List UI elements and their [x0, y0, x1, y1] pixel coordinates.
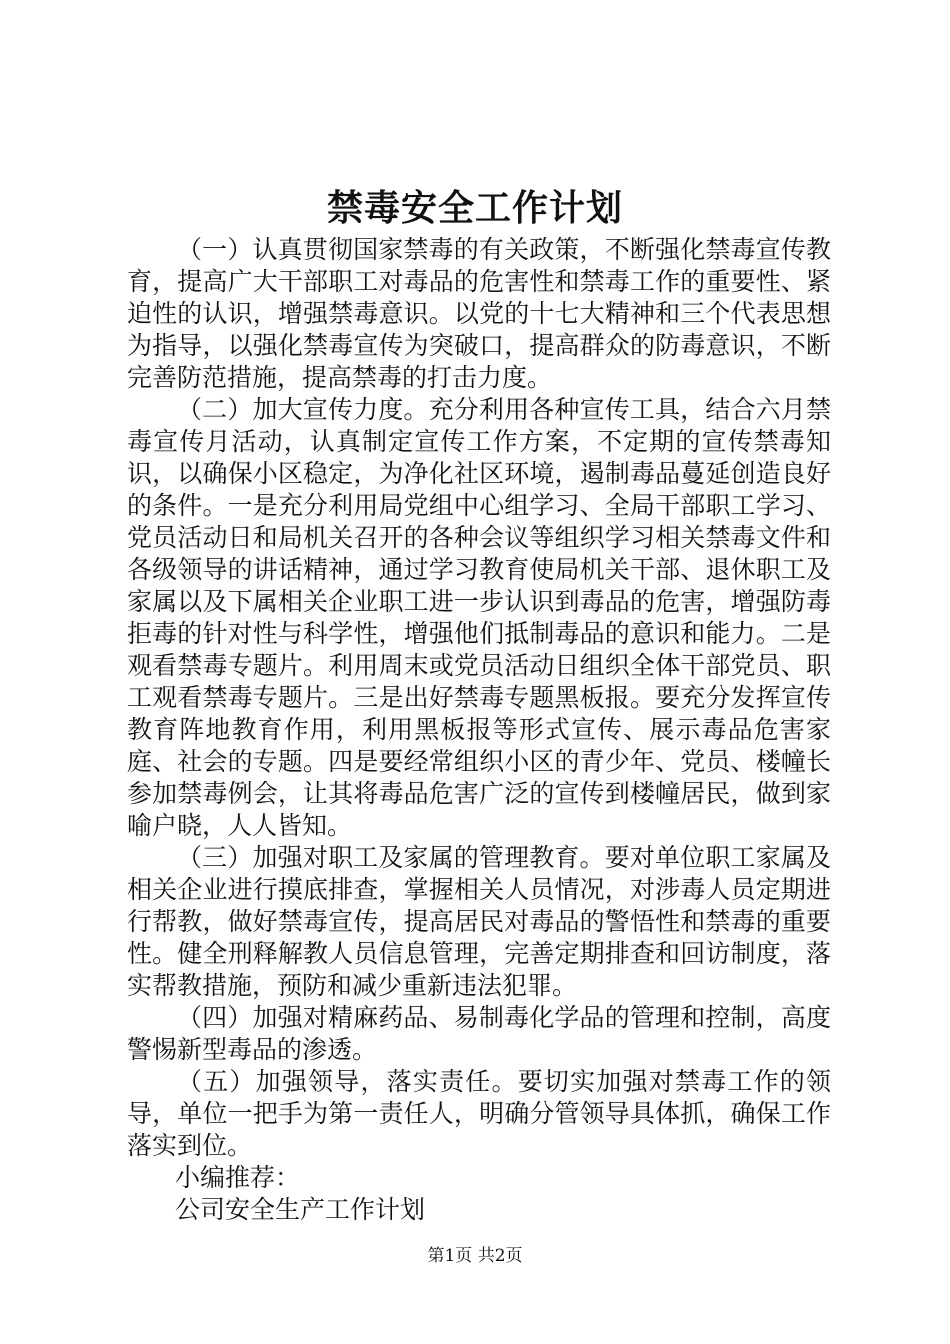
page-indicator: 第1页 共2页: [427, 1246, 523, 1266]
document-title: 禁毒安全工作计划: [326, 188, 623, 229]
paragraph-1: （一）认真贯彻国家禁毒的有关政策，不断强化禁毒宣传教育，提高广大干部职工对毒品的危害性和禁毒工作的重要性、紧迫性的认识，增强禁毒意识。以党的十七大精神和三个代表思想为指导，以强化禁毒宣传为突破口，提高群众的防毒意识，不断完善防范措施，提高禁毒的打击力度。: [127, 235, 831, 392]
paragraph-3: （三）加强对职工及家属的管理教育。要对单位职工家属及相关企业进行摸底排查，掌握相关人员情况，对涉毒人员定期进行帮教，做好禁毒宣传，提高居民对毒品的警悟性和禁毒的重要性。健全刑释解教人员信息管理，完善定期排查和回访制度，落实帮教措施，预防和减少重新违法犯罪。: [127, 843, 831, 1000]
document-body: [127, 234, 831, 1226]
recommend-label: 小编推荐：: [175, 1163, 301, 1192]
paragraph-4: （四）加强对精麻药品、易制毒化学品的管理和控制，高度警惕新型毒品的渗透。: [127, 1003, 831, 1064]
paragraph-2: （二）加大宣传力度。充分利用各种宣传工具，结合六月禁毒宣传月活动，认真制定宣传工作方案，不定期的宣传禁毒知识，以确保小区稳定，为净化社区环境，遏制毒品蔓延创造良好的条件。一是充分利用局党组中心组学习、全局干部职工学习、党员活动日和局机关召开的各种会议等组织学习相关禁毒文件和各级领导的讲话精神，通过学习教育使局机关干部、退休职工及家属以及下属相关企业职工进一步认识到毒品的危害，增强防毒拒毒的针对性与科学性，增强他们抵制毒品的意识和能力。二是观看禁毒专题片。利用周末或党员活动日组织全体干部党员、职工观看禁毒专题片。三是出好禁毒专题黑板报。要充分发挥宣传教育阵地教育作用，利用黑板报等形式宣传、展示毒品危害家庭、社会的专题。四是要经常组织小区的青少年、党员、楼幢长参加禁毒例会，让其将毒品危害广泛的宣传到楼幢居民，做到家喻户晓，人人皆知。: [127, 395, 831, 840]
recommend-link[interactable]: 公司安全生产工作计划: [175, 1195, 426, 1224]
paragraph-5: （五）加强领导，落实责任。要切实加强对禁毒工作的领导，单位一把手为第一责任人，明确分管领导具体抓，确保工作落实到位。: [127, 1067, 831, 1160]
